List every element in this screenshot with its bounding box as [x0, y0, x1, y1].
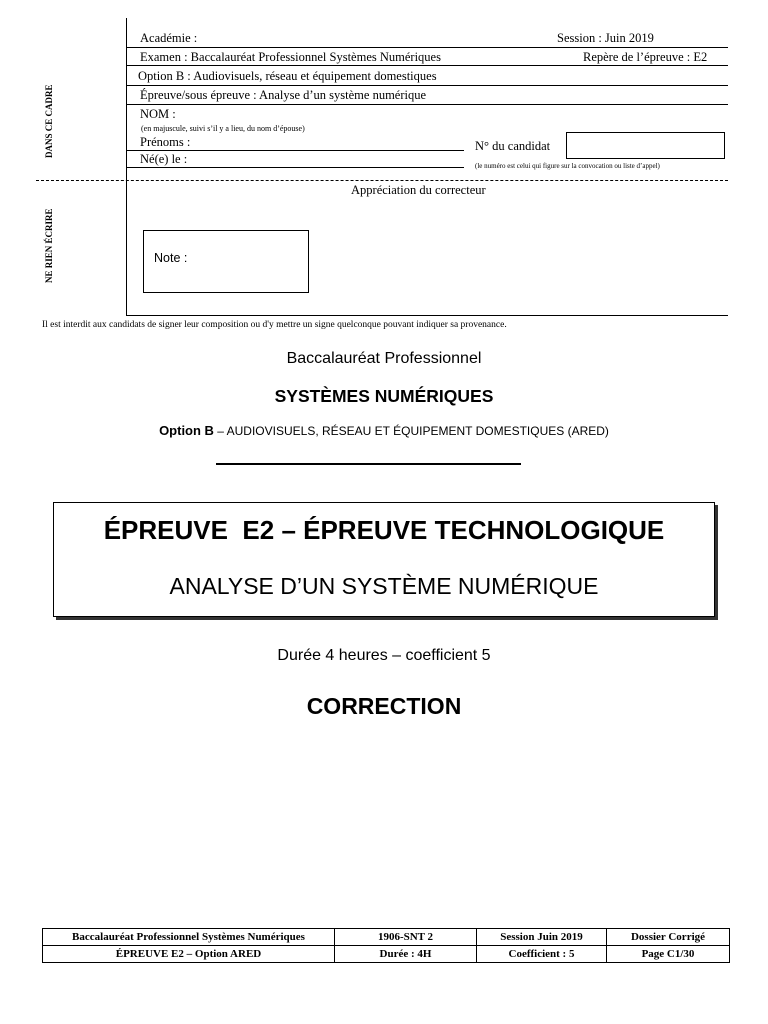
specialite-title: SYSTÈMES NUMÉRIQUES: [274, 386, 494, 406]
correction-title: CORRECTION: [306, 693, 462, 719]
examen-label: Examen : Baccalauréat Professionnel Systèmes Numériques: [140, 50, 441, 64]
note-label: Note :: [154, 251, 188, 265]
epreuve-subtitle: ANALYSE D’UN SYSTÈME NUMÉRIQUE: [169, 573, 599, 599]
candidat-number-field[interactable]: [566, 132, 725, 159]
duree-text: Durée 4 heures – coefficient 5: [277, 647, 491, 664]
option-line: [0, 423, 768, 438]
side-label-top: DANS CE CADRE: [44, 84, 54, 158]
footer-cell-dossier: Dossier Corrigé: [607, 929, 730, 946]
footer-cell-code: 1906-SNT 2: [335, 929, 477, 946]
candidat-hint: (le numéro est celui qui figure sur la convocation ou liste d’appel): [475, 162, 660, 170]
bac-title: Baccalauréat Professionnel: [286, 350, 482, 367]
nom-hint: (en majuscule, suivi s’il y a lieu, du nom d’épouse): [141, 124, 305, 133]
side-label-bottom: NE RIEN ÉCRIRE: [44, 208, 54, 283]
option-label: Option B : Audiovisuels, réseau et équipement domestiques: [138, 69, 437, 83]
candidat-label: N° du candidat: [475, 139, 551, 153]
footer-row-2: [43, 946, 730, 963]
footer-cell-coefficient: Coefficient : 5: [477, 946, 607, 963]
footer-cell-duree: Durée : 4H: [335, 946, 477, 963]
prenoms-label: Prénoms :: [140, 135, 191, 149]
nom-label: NOM :: [140, 107, 176, 121]
footer-cell-session: Session Juin 2019: [477, 929, 607, 946]
title-box: [53, 502, 715, 617]
footer-row-1: [43, 929, 730, 946]
appreciation-label: Appréciation du correcteur: [351, 183, 486, 197]
footer-cell-epreuve: ÉPREUVE E2 – Option ARED: [43, 946, 335, 963]
interdit-text: Il est interdit aux candidats de signer leur composition ou d'y mettre un signe quelconque pouvant indiquer sa provenance.: [42, 320, 507, 330]
separator-line: [216, 463, 521, 465]
footer-cell-page: Page C1/30: [607, 946, 730, 963]
epreuve-title: ÉPREUVE E2 – ÉPREUVE TECHNOLOGIQUE: [103, 515, 665, 545]
footer-cell-title: Baccalauréat Professionnel Systèmes Numériques: [43, 929, 335, 946]
session-label: Session : Juin 2019: [557, 31, 654, 45]
option-rest: – AUDIOVISUELS, RÉSEAU ET ÉQUIPEMENT DOMESTIQUES (ARED): [213, 424, 609, 438]
cut-line: [36, 180, 728, 181]
footer-table: [42, 928, 730, 963]
academie-label: Académie :: [140, 31, 198, 45]
option-bold: Option B: [159, 423, 214, 438]
epreuve-label: Épreuve/sous épreuve : Analyse d’un système numérique: [140, 88, 427, 102]
repere-label: Repère de l’épreuve : E2: [583, 50, 708, 64]
naissance-label: Né(e) le :: [140, 152, 188, 166]
